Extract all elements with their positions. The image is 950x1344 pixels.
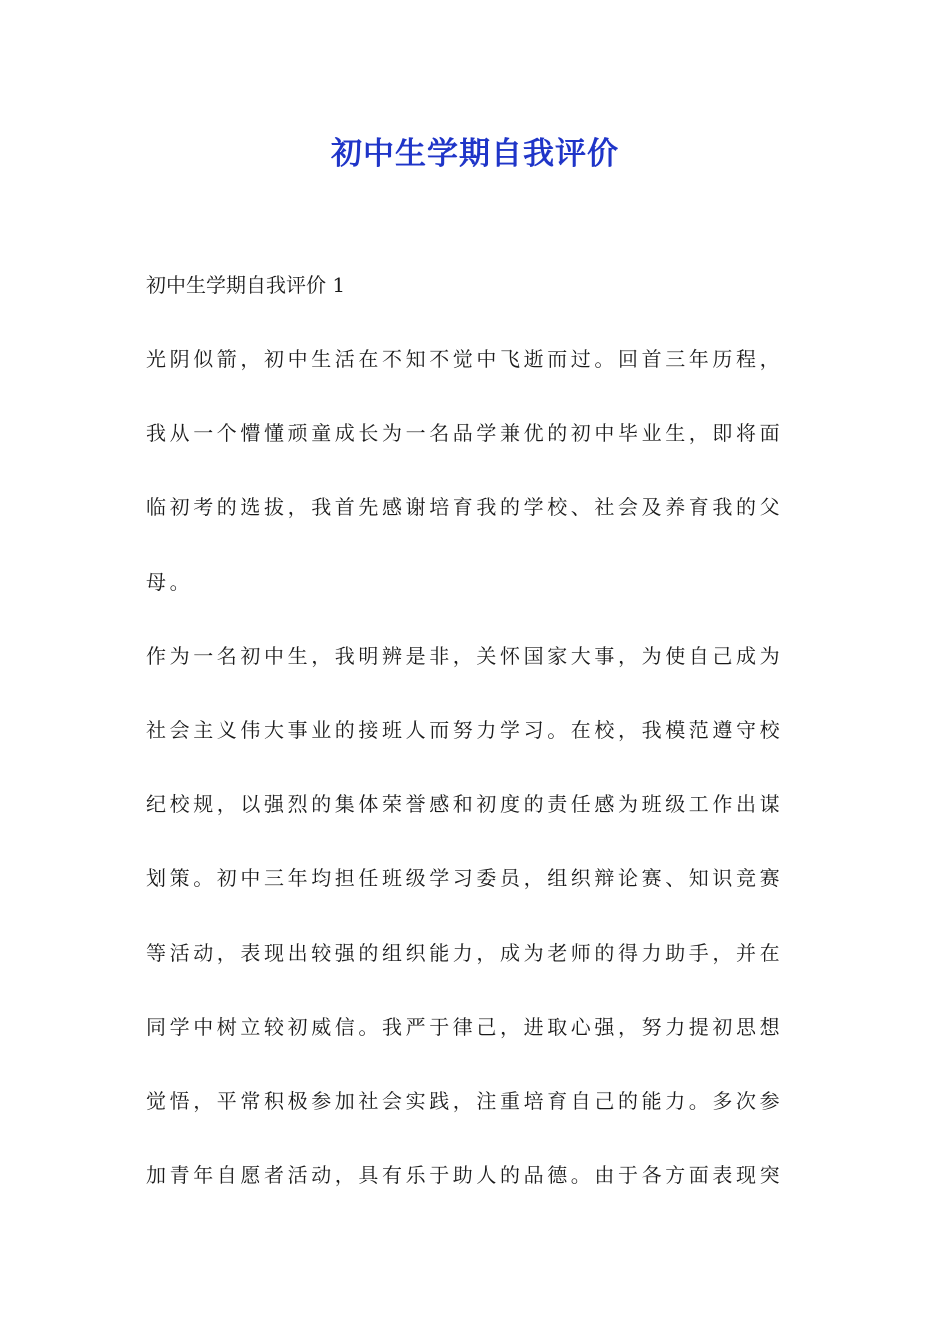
body-line: 我从一个懵懂顽童成长为一名品学兼优的初中毕业生，即将面 (146, 421, 784, 446)
body-line: 加青年自愿者活动，具有乐于助人的品德。由于各方面表现突 (146, 1163, 784, 1188)
body-line: 纪校规，以强烈的集体荣誉感和初度的责任感为班级工作出谋 (146, 792, 784, 817)
body-line: 临初考的选拔，我首先感谢培育我的学校、社会及养育我的父 (146, 495, 784, 520)
body-line: 等活动，表现出较强的组织能力，成为老师的得力助手，并在 (146, 940, 784, 965)
body-text (146, 336, 806, 1226)
body-line: 作为一名初中生，我明辨是非，关怀国家大事，为使自己成为 (146, 643, 784, 668)
body-line: 社会主义伟大事业的接班人而努力学习。在校，我模范遵守校 (146, 717, 784, 742)
body-line: 觉悟，平常积极参加社会实践，注重培育自己的能力。多次参 (146, 1088, 784, 1113)
body-line: 母。 (146, 569, 194, 594)
body-line: 同学中树立较初威信。我严于律己，进取心强，努力提初思想 (146, 1014, 784, 1039)
body-line: 划策。初中三年均担任班级学习委员，组织辩论赛、知识竞赛 (146, 866, 784, 891)
body-line: 光阴似箭，初中生活在不知不觉中飞逝而过。回首三年历程， (146, 347, 784, 371)
section-heading: 初中生学期自我评价 1 (146, 273, 346, 297)
document-title: 初中生学期自我评价 (331, 136, 619, 172)
